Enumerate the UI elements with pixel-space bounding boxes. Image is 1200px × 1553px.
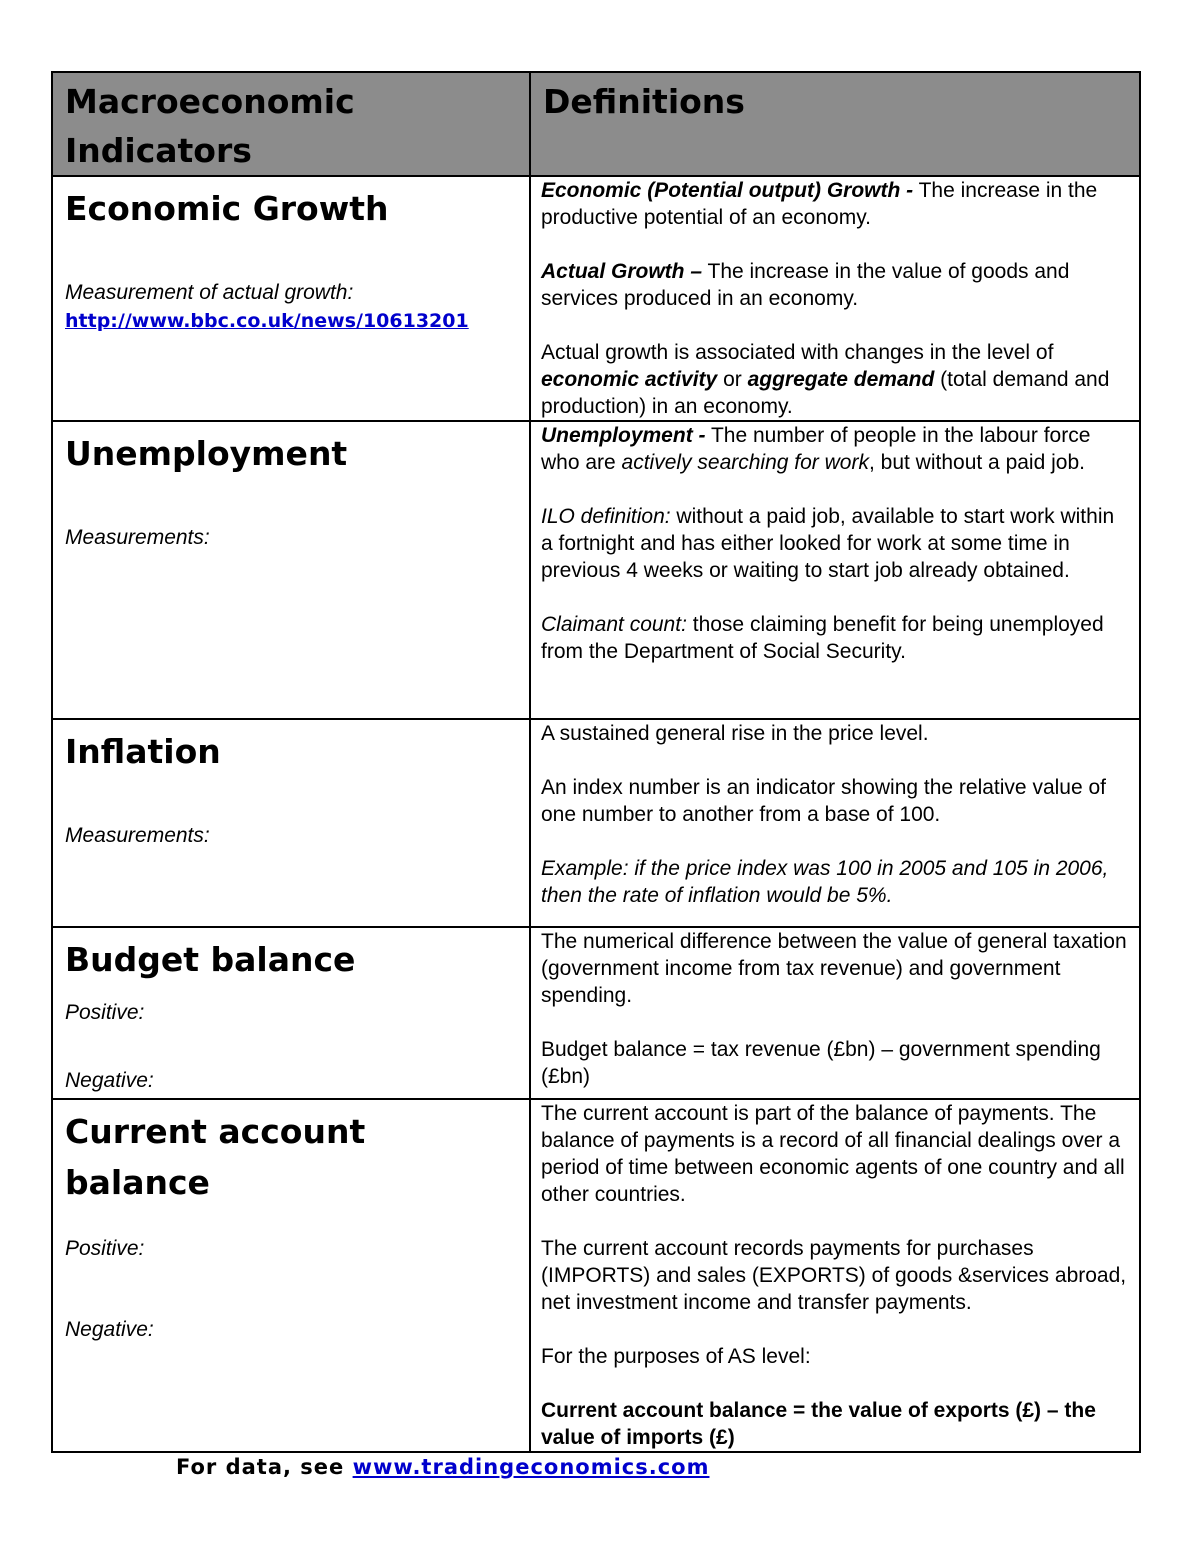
table-row-unemployment: [52, 421, 1140, 719]
term: Unemployment -: [541, 424, 706, 447]
term: aggregate demand: [747, 368, 935, 391]
definition-paragraph: [541, 611, 1127, 665]
measurement-note: Measurements:: [65, 526, 210, 549]
indicator-cell: [52, 719, 530, 927]
table-header-row: [52, 72, 1140, 176]
definition-text: (total demand and production) in an economy.: [541, 368, 1110, 418]
indicator-title-line1: Current account: [65, 1112, 366, 1151]
definition-paragraph: An index number is an indicator showing the relative value of one number to another from a base of 100.: [541, 776, 1106, 826]
term: economic activity: [541, 368, 718, 391]
bbc-news-link[interactable]: http://www.bbc.co.uk/news/10613201: [65, 310, 469, 332]
definition-cell: [530, 927, 1140, 1099]
table-row-budget-balance: [52, 927, 1140, 1099]
definition-text: without a paid job, available to start work within a fortnight and has either looked for work at some time in previous 4 weeks or waiting to start job already obtained.: [541, 505, 1115, 582]
indicator-cell: [52, 927, 530, 1099]
table-row-economic-growth: [52, 176, 1140, 421]
indicator-cell: [52, 176, 530, 421]
indicator-title: Budget balance: [65, 940, 356, 979]
indicator-cell: [52, 421, 530, 719]
measurement-note: Measurements:: [65, 824, 210, 847]
indicator-title: Economic Growth: [65, 189, 389, 228]
positive-label: Positive:: [65, 1001, 145, 1024]
emphasis: actively searching for work: [621, 451, 869, 474]
tradingeconomics-link[interactable]: www.tradingeconomics.com: [352, 1455, 710, 1479]
table-row-inflation: [52, 719, 1140, 927]
definition-paragraph: [541, 258, 1127, 312]
positive-label: Positive:: [65, 1237, 145, 1260]
definition-paragraph: The current account records payments for purchases (IMPORTS) and sales (EXPORTS) of goods &services abroad, net investment income and transfer payments.: [541, 1237, 1127, 1314]
definition-paragraph: Budget balance = tax revenue (£bn) – government spending (£bn): [541, 1038, 1101, 1088]
definition-cell: [530, 719, 1140, 927]
measurement-note: Measurement of actual growth:: [65, 281, 354, 304]
definition-text: , but without a paid job.: [868, 451, 1085, 474]
indicator-cell: [52, 1099, 530, 1452]
definition-text: Actual growth is associated with changes in the level of: [541, 341, 1054, 364]
definition-paragraph: [541, 177, 1127, 231]
definition-paragraph: For the purposes of AS level:: [541, 1345, 811, 1368]
header-indicators-line2: Indicators: [65, 131, 252, 170]
footer-prefix: For data, see: [176, 1455, 353, 1479]
negative-label: Negative:: [65, 1069, 154, 1092]
term: Economic (Potential output) Growth -: [541, 179, 914, 202]
definition-text: The increase in the productive potential of an economy.: [541, 179, 1098, 229]
definition-cell: [530, 421, 1140, 719]
definition-paragraph: The current account is part of the balance of payments. The balance of payments is a record of all financial dealings over a period of time between economic agents of one country and all other countries.: [541, 1102, 1125, 1206]
emphasis: Claimant count:: [541, 613, 687, 636]
header-indicators: [52, 72, 530, 176]
header-definitions-label: Definitions: [543, 82, 745, 121]
emphasis: ILO definition:: [541, 505, 671, 528]
definition-text: The number of people in the labour force who are: [541, 424, 1091, 474]
definition-paragraph: [541, 339, 1127, 420]
definition-paragraph: The numerical difference between the value of general taxation (government income from tax revenue) and government spending.: [541, 930, 1127, 1007]
definition-text: or: [717, 368, 748, 391]
term: Actual Growth –: [541, 260, 703, 283]
indicator-title: Unemployment: [65, 434, 348, 473]
definition-cell: [530, 176, 1140, 421]
definition-text: those claiming benefit for being unemployed from the Department of Social Security.: [541, 613, 1104, 663]
footer-note: [176, 1455, 709, 1479]
indicator-title: [65, 1106, 517, 1208]
negative-label: Negative:: [65, 1318, 154, 1341]
indicator-title-line2: balance: [65, 1163, 210, 1202]
indicator-title: Inflation: [65, 732, 221, 771]
definition-text: The increase in the value of goods and services produced in an economy.: [541, 260, 1070, 310]
definition-paragraph: [541, 422, 1127, 476]
formula-paragraph: Current account balance = the value of exports (£) – the value of imports (£): [541, 1399, 1096, 1449]
header-definitions: [530, 72, 1140, 176]
definition-paragraph: [541, 503, 1127, 584]
table-row-current-account: [52, 1099, 1140, 1452]
indicators-table: [51, 71, 1141, 1453]
example-paragraph: Example: if the price index was 100 in 2005 and 105 in 2006, then the rate of inflation would be 5%.: [541, 857, 1109, 907]
definition-cell: [530, 1099, 1140, 1452]
header-indicators-line1: Macroeconomic: [65, 82, 355, 121]
definition-paragraph: A sustained general rise in the price level.: [541, 722, 929, 745]
